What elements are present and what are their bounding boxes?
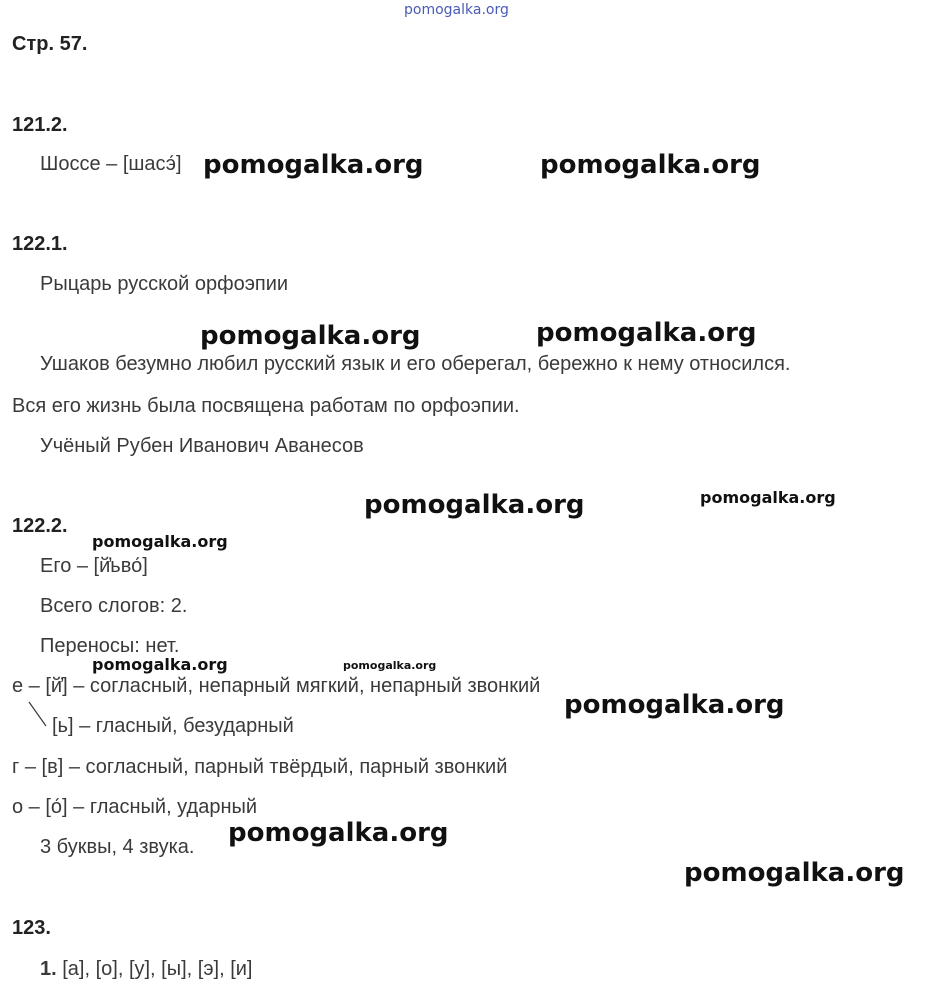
- watermark: pomogalka.org: [343, 659, 437, 672]
- watermark: pomogalka.org: [200, 321, 421, 351]
- hyphenation-info: Переносы: нет.: [40, 635, 180, 657]
- section-title-121-2: 121.2.: [12, 114, 68, 136]
- watermark: pomogalka.org: [92, 655, 228, 674]
- watermark: pomogalka.org: [228, 818, 449, 848]
- letter-o-analysis: о – [о́] – гласный, ударный: [12, 796, 258, 818]
- letter-g-analysis: г – [в] – согласный, парный твёрдый, парный звонкий: [12, 756, 508, 778]
- branch-line: [26, 700, 52, 730]
- syllable-count: Всего слогов: 2.: [40, 595, 188, 617]
- text-heading-line: Рыцарь русской орфоэпии: [40, 273, 289, 295]
- section-title-122-1: 122.1.: [12, 233, 68, 255]
- text-author-line: Учёный Рубен Иванович Аванесов: [40, 435, 364, 457]
- watermark-top: pomogalka.org: [404, 2, 509, 18]
- item-number: 1.: [40, 958, 57, 980]
- section-title-123: 123.: [12, 917, 51, 939]
- watermark: pomogalka.org: [203, 150, 424, 180]
- text-paragraph-line-1: Ушаков безумно любил русский язык и его оберегал, бережно к нему относился.: [40, 353, 791, 375]
- vowel-list: [а], [о], [у], [ы], [э], [и]: [56, 958, 253, 980]
- watermark: pomogalka.org: [700, 488, 836, 507]
- section-title-122-2: 122.2.: [12, 515, 68, 537]
- watermark: pomogalka.org: [564, 690, 785, 720]
- watermark: pomogalka.org: [364, 490, 585, 520]
- word-transcription: Его – [й̓ьво́]: [40, 555, 148, 577]
- watermark: pomogalka.org: [540, 150, 761, 180]
- transcription-shosse: Шоссе – [шасэ́]: [40, 153, 182, 175]
- text-paragraph-line-2: Вся его жизнь была посвящена работам по орфоэпии.: [12, 395, 520, 417]
- vowel-list-item: [40, 958, 253, 981]
- page-header: Стр. 57.: [12, 33, 88, 55]
- watermark: pomogalka.org: [92, 532, 228, 551]
- watermark: pomogalka.org: [684, 858, 905, 888]
- letters-sounds-summary: 3 буквы, 4 звука.: [40, 836, 195, 858]
- letter-e-analysis-2: [ь] – гласный, безударный: [52, 715, 294, 737]
- letter-e-analysis-1: е – [й̓] – согласный, непарный мягкий, непарный звонкий: [12, 675, 541, 697]
- watermark: pomogalka.org: [536, 318, 757, 348]
